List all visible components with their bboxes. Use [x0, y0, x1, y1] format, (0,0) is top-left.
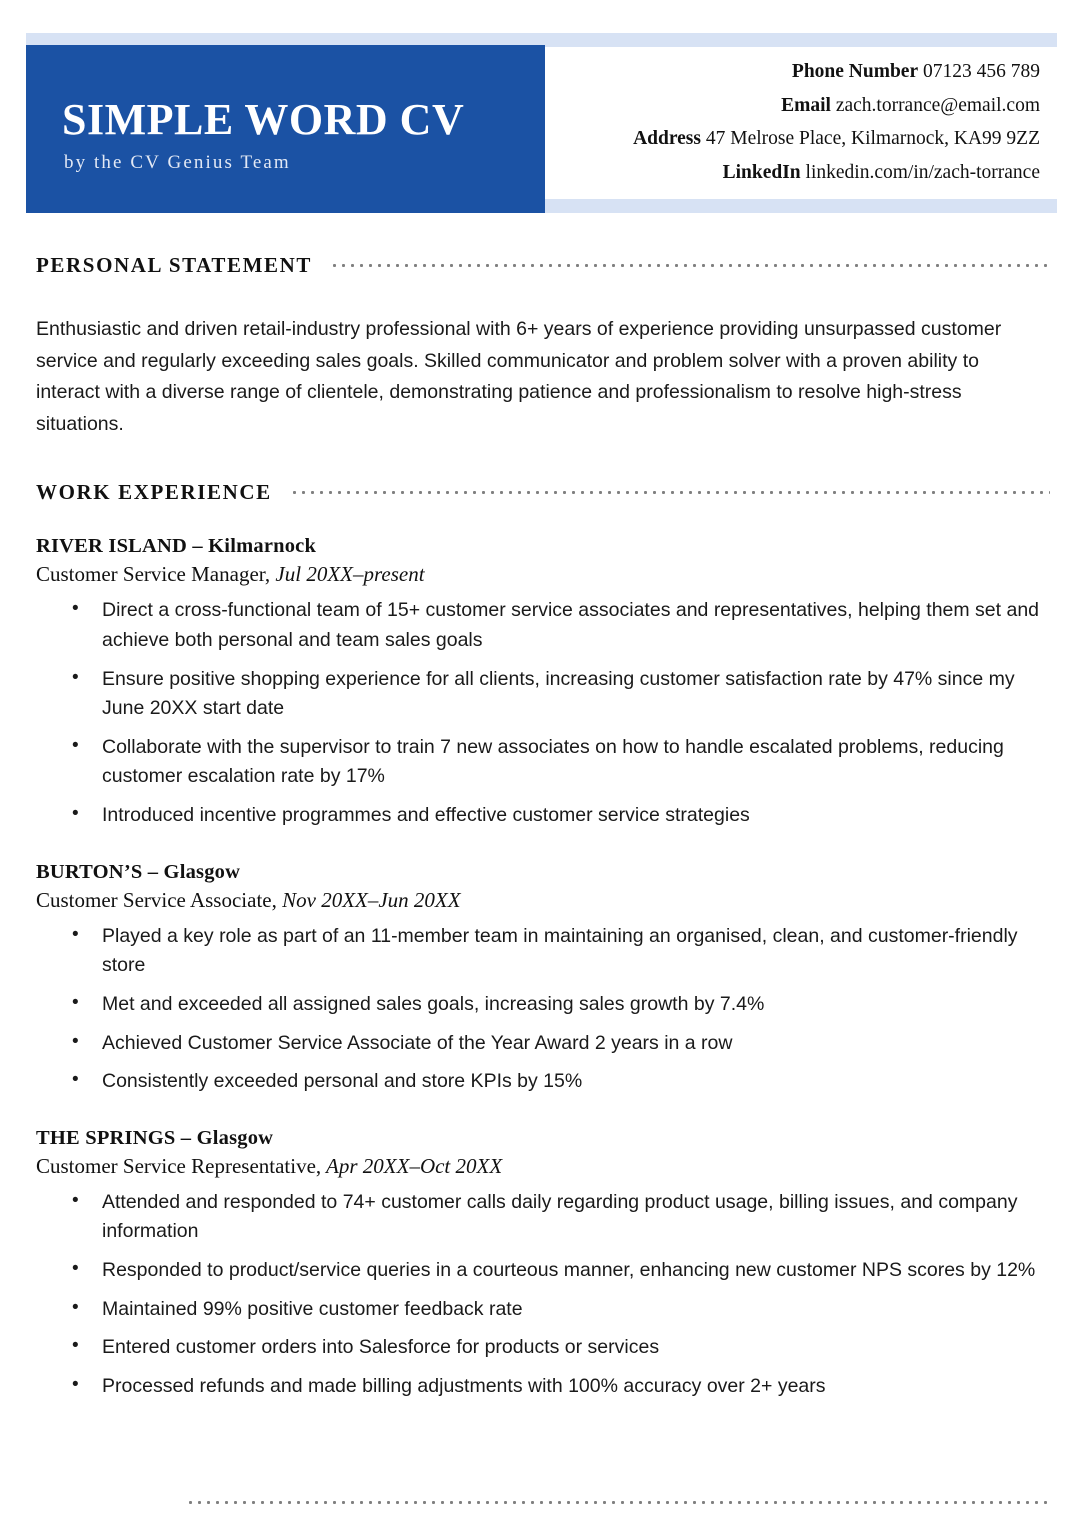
list-item: • Entered customer orders into Salesforce for products or services [36, 1333, 1050, 1363]
work-entry-bullets [36, 596, 1050, 830]
contact-details [520, 55, 1040, 189]
page-title: SIMPLE WORD CV [62, 95, 465, 144]
cv-header [0, 0, 1086, 213]
work-entry-company: RIVER ISLAND – Kilmarnock [36, 535, 317, 558]
contact-linkedin-value[interactable]: linkedin.com/in/zach-torrance [805, 161, 1040, 183]
contact-linkedin [520, 156, 1040, 190]
list-item: • Introduced incentive programmes and effective customer service strategies [36, 801, 1050, 831]
work-entry-role-title: Customer Service Manager, [36, 562, 276, 587]
work-entry-dates: Jul 20XX–present [275, 562, 425, 587]
cv-body [0, 213, 1086, 1402]
contact-address [520, 122, 1040, 156]
list-item: • Consistently exceeded personal and store KPIs by 15% [36, 1067, 1050, 1097]
contact-address-label: Address [633, 128, 701, 150]
list-item: • Collaborate with the supervisor to train 7 new associates on how to handle escalated problems, reducing customer escalation rate by 17% [36, 733, 1050, 792]
contact-email [520, 89, 1040, 123]
work-entry-dates: Nov 20XX–Jun 20XX [282, 887, 461, 912]
footer-dotted-divider [186, 1500, 1050, 1505]
list-item: • Direct a cross-functional team of 15+ customer service associates and representatives, helping them set and achieve both personal and team sales goals [36, 596, 1050, 655]
section-personal-statement [36, 253, 1050, 440]
work-experience-heading [36, 480, 1050, 505]
work-entry [36, 1127, 1050, 1402]
list-item: • Achieved Customer Service Associate of the Year Award 2 years in a row [36, 1029, 1050, 1059]
list-item: • Responded to product/service queries in a courteous manner, enhancing new customer NPS scores by 12% [36, 1256, 1050, 1286]
work-entry-role [36, 1154, 1050, 1179]
contact-email-label: Email [781, 94, 831, 116]
contact-phone [520, 55, 1040, 89]
contact-email-value: zach.torrance@email.com [835, 94, 1040, 116]
list-item: • Processed refunds and made billing adjustments with 100% accuracy over 2+ years [36, 1372, 1050, 1402]
work-entry-role [36, 562, 1050, 587]
work-entry [36, 861, 1050, 1097]
personal-statement-heading [36, 253, 1050, 278]
work-entry-dates: Apr 20XX–Oct 20XX [321, 1153, 503, 1178]
list-item: • Met and exceeded all assigned sales goals, increasing sales growth by 7.4% [36, 990, 1050, 1020]
section-title-personal-statement: PERSONAL STATEMENT [36, 253, 312, 277]
dotted-divider [290, 490, 1050, 495]
dotted-divider [330, 263, 1050, 268]
page-subtitle: by the CV Genius Team [64, 152, 291, 174]
personal-statement-text: Enthusiastic and driven retail-industry professional with 6+ years of experience providing unsurpassed customer service and regularly exceeding sales goals. Skilled communicator and problem solver with a proven ability to interact with a diverse range of clientele, demonstrating patience and professionalism to resolve high-stress situations. [36, 318, 1002, 435]
work-entry-role-title: Customer Service Associate, [36, 887, 283, 912]
contact-phone-label: Phone Number [791, 61, 919, 82]
contact-linkedin-label: LinkedIn [722, 161, 801, 183]
work-entry-role-title: Customer Service Representative, [36, 1153, 322, 1178]
list-item: • Attended and responded to 74+ customer calls daily regarding product usage, billing issues, and company information [36, 1188, 1050, 1247]
list-item: • Maintained 99% positive customer feedback rate [36, 1295, 1050, 1325]
section-work-experience [36, 480, 1050, 1401]
list-item: • Played a key role as part of an 11-member team in maintaining an organised, clean, and customer-friendly store [36, 922, 1050, 981]
work-entry-role [36, 888, 1050, 913]
contact-address-value: 47 Melrose Place, Kilmarnock, KA99 9ZZ [705, 128, 1040, 150]
work-entry [36, 535, 1050, 830]
work-entry-bullets [36, 1188, 1050, 1402]
work-entry-company: BURTON’S – Glasgow [36, 860, 241, 883]
list-item: • Ensure positive shopping experience for all clients, increasing customer satisfaction rate by 47% since my June 20XX start date [36, 665, 1050, 724]
cv-title-box [26, 45, 545, 213]
contact-phone-value: 07123 456 789 [923, 61, 1040, 82]
work-entry-company: THE SPRINGS – Glasgow [36, 1126, 274, 1149]
work-entry-bullets [36, 922, 1050, 1097]
section-title-work-experience: WORK EXPERIENCE [36, 480, 272, 505]
